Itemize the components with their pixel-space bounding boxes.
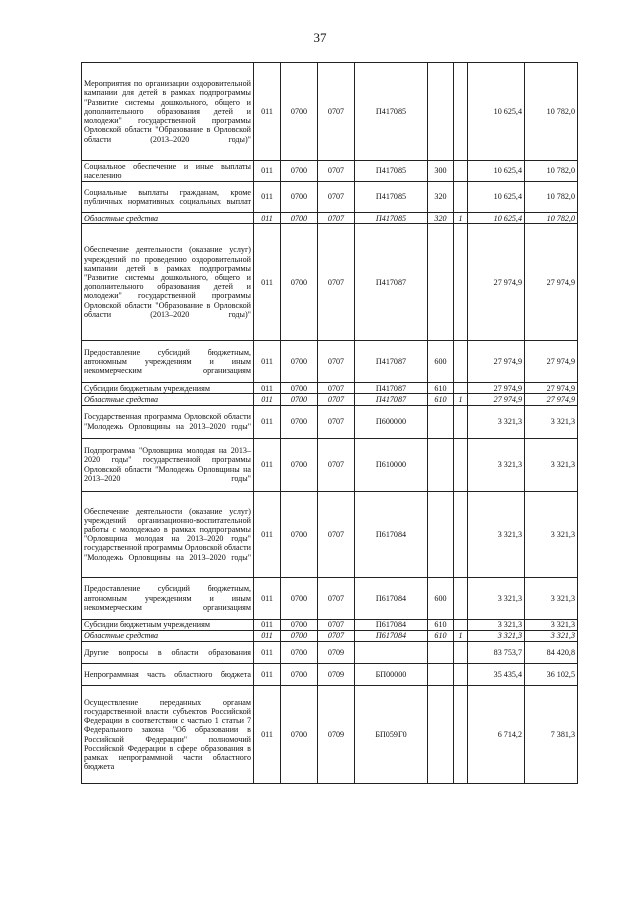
cell-funding-source xyxy=(454,182,468,213)
cell-section-code: 0700 xyxy=(281,224,318,341)
cell-amount-2: 3 321,3 xyxy=(525,438,578,491)
cell-amount-1: 83 753,7 xyxy=(468,642,525,664)
cell-section-code: 0700 xyxy=(281,182,318,213)
cell-amount-2: 10 782,0 xyxy=(525,213,578,224)
cell-target-article: П600000 xyxy=(355,405,428,438)
cell-expense-type xyxy=(428,405,454,438)
cell-amount-2: 27 974,9 xyxy=(525,394,578,405)
cell-target-article: П417085 xyxy=(355,213,428,224)
cell-funding-source xyxy=(454,438,468,491)
cell-section-code: 0700 xyxy=(281,577,318,619)
cell-amount-1: 3 321,3 xyxy=(468,405,525,438)
cell-expense-type: 320 xyxy=(428,213,454,224)
cell-target-article: П417087 xyxy=(355,341,428,383)
cell-funding-source xyxy=(454,577,468,619)
cell-ministry-code: 011 xyxy=(254,664,281,686)
table-row xyxy=(82,161,578,182)
cell-ministry-code: 011 xyxy=(254,224,281,341)
table-row xyxy=(82,686,578,784)
cell-subsection-code: 0707 xyxy=(318,63,355,161)
cell-expense-type xyxy=(428,686,454,784)
cell-section-code: 0700 xyxy=(281,664,318,686)
cell-description: Субсидии бюджетным учреждениям xyxy=(82,383,254,394)
table-row xyxy=(82,63,578,161)
cell-amount-2: 3 321,3 xyxy=(525,405,578,438)
cell-description: Областные средства xyxy=(82,213,254,224)
cell-amount-1: 10 625,4 xyxy=(468,182,525,213)
cell-target-article: П417087 xyxy=(355,224,428,341)
cell-amount-2: 27 974,9 xyxy=(525,224,578,341)
budget-table xyxy=(81,62,578,784)
cell-subsection-code: 0707 xyxy=(318,619,355,630)
cell-amount-1: 3 321,3 xyxy=(468,630,525,641)
cell-target-article: П617084 xyxy=(355,491,428,577)
cell-subsection-code: 0709 xyxy=(318,686,355,784)
cell-amount-2: 3 321,3 xyxy=(525,491,578,577)
cell-description: Социальное обеспечение и иные выплаты населению xyxy=(82,161,254,182)
cell-subsection-code: 0707 xyxy=(318,491,355,577)
cell-amount-1: 3 321,3 xyxy=(468,619,525,630)
cell-amount-2: 7 381,3 xyxy=(525,686,578,784)
cell-target-article: П417085 xyxy=(355,63,428,161)
cell-section-code: 0700 xyxy=(281,438,318,491)
cell-ministry-code: 011 xyxy=(254,182,281,213)
table-row xyxy=(82,224,578,341)
cell-subsection-code: 0707 xyxy=(318,213,355,224)
cell-ministry-code: 011 xyxy=(254,341,281,383)
cell-amount-2: 10 782,0 xyxy=(525,161,578,182)
cell-section-code: 0700 xyxy=(281,63,318,161)
cell-funding-source xyxy=(454,619,468,630)
cell-amount-2: 84 420,8 xyxy=(525,642,578,664)
cell-amount-1: 3 321,3 xyxy=(468,491,525,577)
cell-amount-2: 3 321,3 xyxy=(525,577,578,619)
cell-ministry-code: 011 xyxy=(254,577,281,619)
cell-description: Непрограммная часть областного бюджета xyxy=(82,664,254,686)
cell-funding-source xyxy=(454,341,468,383)
cell-ministry-code: 011 xyxy=(254,394,281,405)
cell-expense-type: 610 xyxy=(428,630,454,641)
cell-subsection-code: 0707 xyxy=(318,394,355,405)
cell-description: Субсидии бюджетным учреждениям xyxy=(82,619,254,630)
cell-subsection-code: 0707 xyxy=(318,577,355,619)
cell-expense-type xyxy=(428,63,454,161)
cell-section-code: 0700 xyxy=(281,642,318,664)
table-row xyxy=(82,491,578,577)
cell-section-code: 0700 xyxy=(281,383,318,394)
table-row xyxy=(82,394,578,405)
cell-expense-type xyxy=(428,438,454,491)
cell-funding-source xyxy=(454,161,468,182)
cell-subsection-code: 0707 xyxy=(318,383,355,394)
cell-funding-source xyxy=(454,224,468,341)
cell-funding-source xyxy=(454,642,468,664)
cell-amount-2: 27 974,9 xyxy=(525,341,578,383)
table-row xyxy=(82,438,578,491)
cell-amount-1: 10 625,4 xyxy=(468,63,525,161)
cell-amount-2: 10 782,0 xyxy=(525,63,578,161)
cell-subsection-code: 0707 xyxy=(318,224,355,341)
cell-expense-type: 320 xyxy=(428,182,454,213)
cell-section-code: 0700 xyxy=(281,491,318,577)
cell-amount-1: 27 974,9 xyxy=(468,341,525,383)
cell-expense-type: 610 xyxy=(428,619,454,630)
table-row xyxy=(82,182,578,213)
cell-amount-1: 3 321,3 xyxy=(468,577,525,619)
cell-target-article: П417087 xyxy=(355,394,428,405)
table-row xyxy=(82,619,578,630)
cell-target-article: БП059Г0 xyxy=(355,686,428,784)
table-row xyxy=(82,405,578,438)
cell-subsection-code: 0707 xyxy=(318,161,355,182)
cell-amount-1: 27 974,9 xyxy=(468,394,525,405)
cell-ministry-code: 011 xyxy=(254,438,281,491)
cell-target-article: П417085 xyxy=(355,182,428,213)
cell-expense-type: 610 xyxy=(428,394,454,405)
cell-funding-source xyxy=(454,664,468,686)
cell-section-code: 0700 xyxy=(281,341,318,383)
cell-subsection-code: 0709 xyxy=(318,642,355,664)
table-row xyxy=(82,213,578,224)
cell-subsection-code: 0707 xyxy=(318,405,355,438)
cell-target-article: П417085 xyxy=(355,161,428,182)
cell-expense-type xyxy=(428,491,454,577)
cell-funding-source: 1 xyxy=(454,630,468,641)
cell-description: Социальные выплаты гражданам, кроме публичных нормативных социальных выплат xyxy=(82,182,254,213)
page-number: 37 xyxy=(313,30,327,45)
cell-ministry-code: 011 xyxy=(254,619,281,630)
cell-expense-type: 300 xyxy=(428,161,454,182)
cell-target-article xyxy=(355,642,428,664)
cell-amount-1: 35 435,4 xyxy=(468,664,525,686)
cell-subsection-code: 0707 xyxy=(318,341,355,383)
cell-expense-type: 600 xyxy=(428,341,454,383)
cell-description: Областные средства xyxy=(82,630,254,641)
cell-amount-2: 3 321,3 xyxy=(525,630,578,641)
cell-ministry-code: 011 xyxy=(254,630,281,641)
cell-funding-source: 1 xyxy=(454,213,468,224)
cell-section-code: 0700 xyxy=(281,161,318,182)
cell-description: Другие вопросы в области образования xyxy=(82,642,254,664)
cell-target-article: П417087 xyxy=(355,383,428,394)
cell-description: Государственная программа Орловской области "Молодежь Орловщины на 2013–2020 годы" xyxy=(82,405,254,438)
cell-section-code: 0700 xyxy=(281,213,318,224)
cell-subsection-code: 0709 xyxy=(318,664,355,686)
cell-amount-2: 10 782,0 xyxy=(525,182,578,213)
cell-description: Предоставление субсидий бюджетным, автономным учреждениям и иным некоммерческим организациям xyxy=(82,577,254,619)
budget-table-body xyxy=(82,63,578,784)
cell-funding-source xyxy=(454,491,468,577)
cell-funding-source xyxy=(454,63,468,161)
cell-target-article: П617084 xyxy=(355,630,428,641)
cell-target-article: П610000 xyxy=(355,438,428,491)
cell-subsection-code: 0707 xyxy=(318,438,355,491)
cell-amount-2: 36 102,5 xyxy=(525,664,578,686)
cell-ministry-code: 011 xyxy=(254,63,281,161)
table-row xyxy=(82,341,578,383)
cell-amount-2: 3 321,3 xyxy=(525,619,578,630)
cell-description: Обеспечение деятельности (оказание услуг) учреждений по проведению оздоровительной кампании детей в рамках подпрограммы "Развитие системы дошкольного, общего и дополнительного образования детей и молодежи" государственной программы Орловской области "Образование в Орловской области (2013–2020 годы)" xyxy=(82,224,254,341)
cell-section-code: 0700 xyxy=(281,686,318,784)
cell-description: Областные средства xyxy=(82,394,254,405)
table-row xyxy=(82,642,578,664)
cell-amount-2: 27 974,9 xyxy=(525,383,578,394)
cell-subsection-code: 0707 xyxy=(318,630,355,641)
cell-target-article: БП00000 xyxy=(355,664,428,686)
cell-target-article: П617084 xyxy=(355,577,428,619)
cell-section-code: 0700 xyxy=(281,630,318,641)
cell-amount-1: 27 974,9 xyxy=(468,383,525,394)
cell-amount-1: 10 625,4 xyxy=(468,213,525,224)
cell-funding-source: 1 xyxy=(454,394,468,405)
cell-ministry-code: 011 xyxy=(254,383,281,394)
table-row xyxy=(82,630,578,641)
cell-ministry-code: 011 xyxy=(254,686,281,784)
cell-amount-1: 10 625,4 xyxy=(468,161,525,182)
cell-funding-source xyxy=(454,686,468,784)
cell-amount-1: 27 974,9 xyxy=(468,224,525,341)
cell-description: Обеспечение деятельности (оказание услуг) учреждений организационно-воспитательной работы с молодежью в рамках подпрограммы "Орловщина молодая на 2013–2020 годы" государственной программы Орловской области "Молодежь Орловщины на 2013–2020 годы" xyxy=(82,491,254,577)
cell-expense-type xyxy=(428,642,454,664)
cell-ministry-code: 011 xyxy=(254,161,281,182)
cell-description: Осуществление переданных органам государственной власти субъектов Российской Федерации в соответствии с частью 1 статьи 7 Федерального закона "Об образовании в Российской Федерации" полномочий Российской Федерации в сфере образования в рамках непрограммной части областного бюджета xyxy=(82,686,254,784)
cell-ministry-code: 011 xyxy=(254,642,281,664)
cell-section-code: 0700 xyxy=(281,394,318,405)
table-row xyxy=(82,664,578,686)
cell-subsection-code: 0707 xyxy=(318,182,355,213)
cell-expense-type xyxy=(428,664,454,686)
cell-description: Предоставление субсидий бюджетным, автономным учреждениям и иным некоммерческим организациям xyxy=(82,341,254,383)
cell-expense-type: 610 xyxy=(428,383,454,394)
cell-amount-1: 6 714,2 xyxy=(468,686,525,784)
cell-ministry-code: 011 xyxy=(254,491,281,577)
cell-description: Мероприятия по организации оздоровительной кампании для детей в рамках подпрограммы "Развитие системы дошкольного, общего и дополнительного образования детей и молодежи" государственной программы Орловской области "Образование в Орловской области (2013–2020 годы)" xyxy=(82,63,254,161)
table-row xyxy=(82,577,578,619)
cell-funding-source xyxy=(454,383,468,394)
cell-ministry-code: 011 xyxy=(254,405,281,438)
cell-amount-1: 3 321,3 xyxy=(468,438,525,491)
cell-expense-type: 600 xyxy=(428,577,454,619)
cell-funding-source xyxy=(454,405,468,438)
cell-section-code: 0700 xyxy=(281,619,318,630)
cell-description: Подпрограмма "Орловщина молодая на 2013–2020 годы" государственной программы Орловской области "Молодежь Орловщины на 2013–2020 годы" xyxy=(82,438,254,491)
cell-ministry-code: 011 xyxy=(254,213,281,224)
table-row xyxy=(82,383,578,394)
cell-target-article: П617084 xyxy=(355,619,428,630)
cell-section-code: 0700 xyxy=(281,405,318,438)
cell-expense-type xyxy=(428,224,454,341)
